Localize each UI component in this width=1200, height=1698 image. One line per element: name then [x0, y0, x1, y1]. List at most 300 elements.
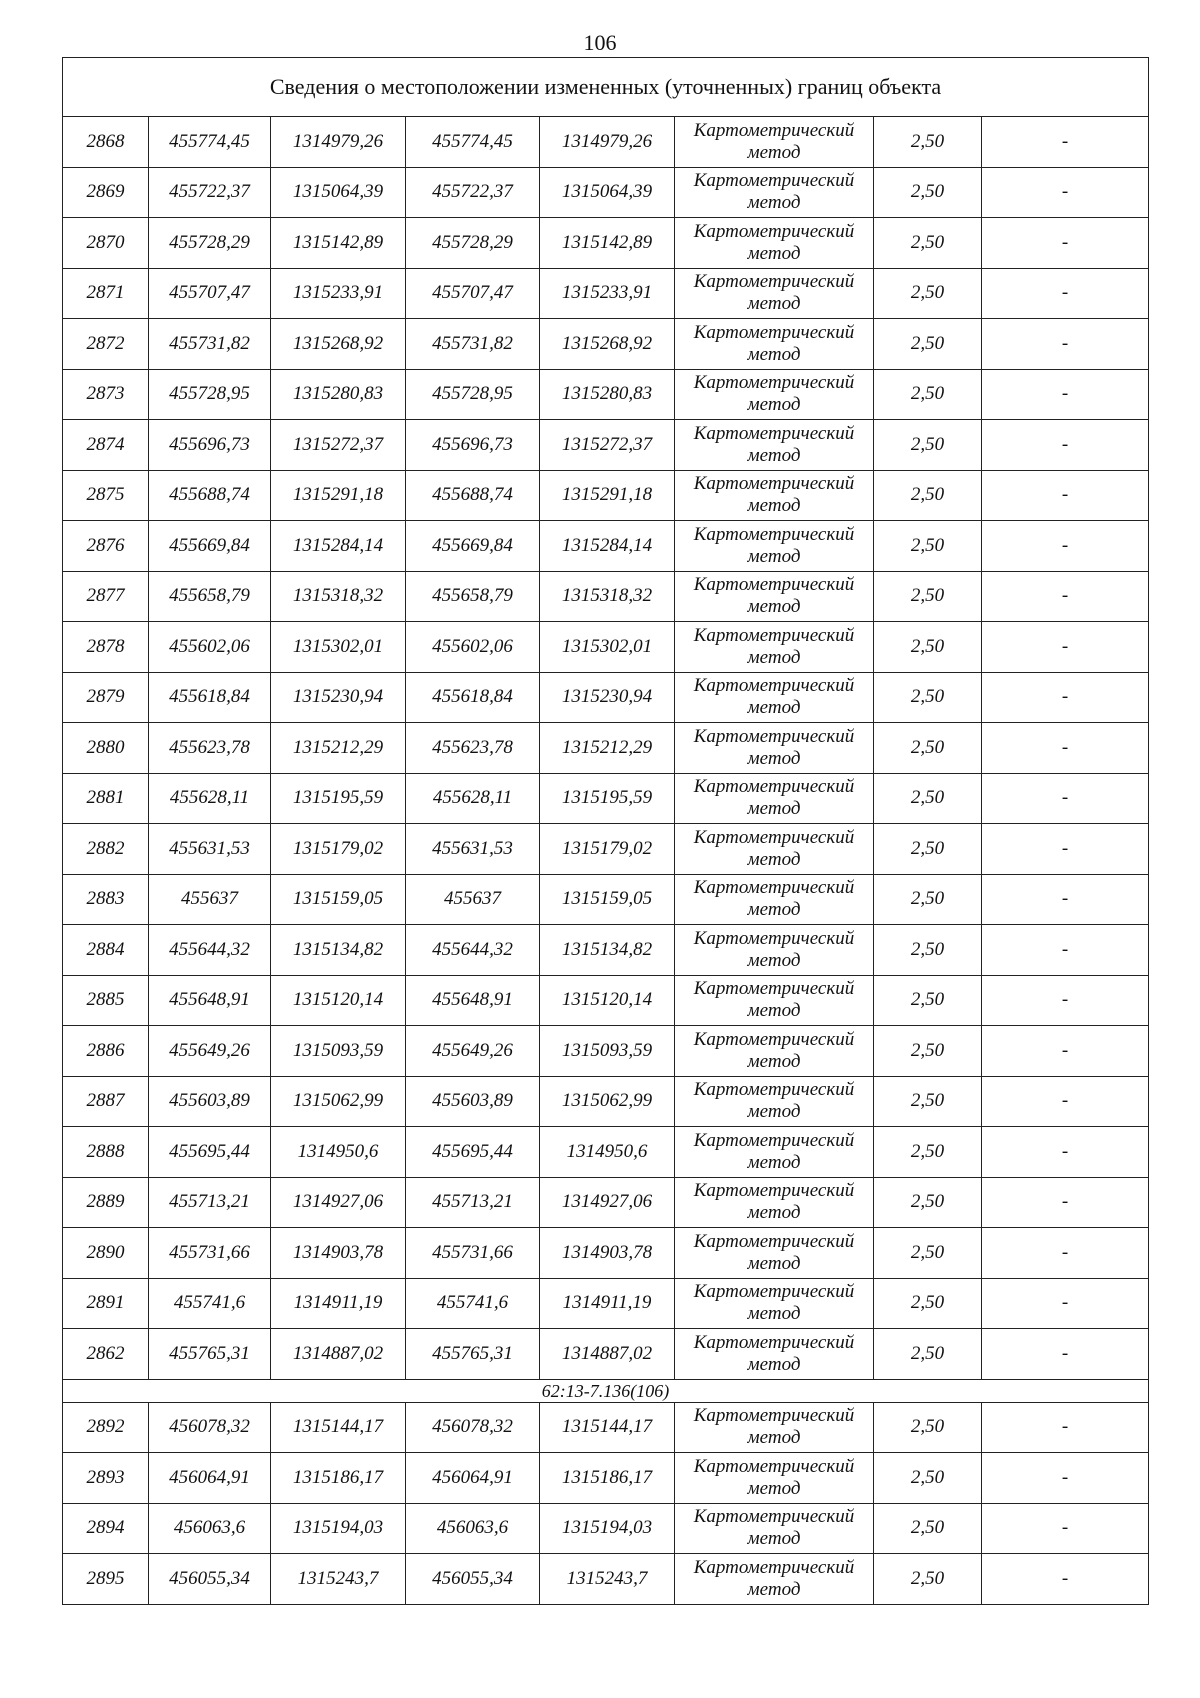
y-existing-cell: 1315280,83: [271, 369, 406, 420]
method-line-2: метод: [747, 1528, 801, 1550]
table-row: [63, 1127, 1149, 1178]
table-body: [63, 58, 1149, 1605]
method-line-1: Картометрический: [693, 675, 855, 697]
point-number-cell: 2874: [63, 420, 149, 471]
description-cell: -: [982, 773, 1149, 824]
table-row: [63, 1026, 1149, 1077]
y-new-cell: 1315064,39: [540, 167, 675, 218]
description-cell: -: [982, 824, 1149, 875]
method-cell: [675, 723, 874, 774]
point-number-cell: 2870: [63, 218, 149, 269]
y-new-cell: 1315291,18: [540, 470, 675, 521]
point-number-cell: 2878: [63, 622, 149, 673]
point-number-cell: 2868: [63, 117, 149, 168]
description-cell: -: [982, 218, 1149, 269]
y-new-cell: 1315272,37: [540, 420, 675, 471]
point-number-cell: 2893: [63, 1453, 149, 1504]
point-number-cell: 2862: [63, 1329, 149, 1380]
description-cell: -: [982, 268, 1149, 319]
method-line-2: метод: [747, 899, 801, 921]
method-line-1: Картометрический: [693, 1506, 855, 1528]
method-cell: [675, 975, 874, 1026]
y-existing-cell: 1315142,89: [271, 218, 406, 269]
method-line-2: метод: [747, 1000, 801, 1022]
x-new-cell: 455774,45: [406, 117, 540, 168]
method-cell: [675, 1453, 874, 1504]
x-new-cell: 455765,31: [406, 1329, 540, 1380]
point-number-cell: 2883: [63, 874, 149, 925]
description-cell: -: [982, 672, 1149, 723]
y-existing-cell: 1314911,19: [271, 1278, 406, 1329]
method-line-1: Картометрический: [693, 220, 855, 242]
method-line-1: Картометрический: [693, 321, 855, 343]
x-new-cell: 456078,32: [406, 1402, 540, 1453]
x-existing-cell: 455741,6: [149, 1278, 271, 1329]
x-new-cell: 455644,32: [406, 925, 540, 976]
x-new-cell: 455696,73: [406, 420, 540, 471]
method-cell: [675, 470, 874, 521]
description-cell: -: [982, 1228, 1149, 1279]
method-line-2: метод: [747, 192, 801, 214]
table-row: [63, 1554, 1149, 1605]
y-new-cell: 1315144,17: [540, 1402, 675, 1453]
method-cell: [675, 117, 874, 168]
table-row: [63, 1228, 1149, 1279]
point-number-cell: 2872: [63, 319, 149, 370]
description-cell: -: [982, 1177, 1149, 1228]
x-new-cell: 455728,95: [406, 369, 540, 420]
point-number-cell: 2871: [63, 268, 149, 319]
x-existing-cell: 455631,53: [149, 824, 271, 875]
x-existing-cell: 456064,91: [149, 1453, 271, 1504]
point-number-cell: 2887: [63, 1076, 149, 1127]
description-cell: -: [982, 874, 1149, 925]
y-new-cell: 1315062,99: [540, 1076, 675, 1127]
precision-cell: 2,50: [874, 1228, 982, 1279]
x-existing-cell: 455602,06: [149, 622, 271, 673]
y-new-cell: 1314903,78: [540, 1228, 675, 1279]
x-existing-cell: 455637: [149, 874, 271, 925]
x-new-cell: 455648,91: [406, 975, 540, 1026]
x-existing-cell: 455623,78: [149, 723, 271, 774]
precision-cell: 2,50: [874, 167, 982, 218]
table-row: [63, 773, 1149, 824]
method-cell: [675, 925, 874, 976]
table-row: [63, 521, 1149, 572]
x-new-cell: 455637: [406, 874, 540, 925]
description-cell: -: [982, 1503, 1149, 1554]
x-new-cell: 455649,26: [406, 1026, 540, 1077]
point-number-cell: 2875: [63, 470, 149, 521]
precision-cell: 2,50: [874, 1278, 982, 1329]
section-label: 62:13-7.136(106): [63, 1379, 1149, 1402]
precision-cell: 2,50: [874, 571, 982, 622]
method-cell: [675, 268, 874, 319]
x-existing-cell: 455649,26: [149, 1026, 271, 1077]
x-existing-cell: 455644,32: [149, 925, 271, 976]
x-new-cell: 455741,6: [406, 1278, 540, 1329]
y-new-cell: 1315120,14: [540, 975, 675, 1026]
x-existing-cell: 455628,11: [149, 773, 271, 824]
point-number-cell: 2890: [63, 1228, 149, 1279]
precision-cell: 2,50: [874, 1026, 982, 1077]
precision-cell: 2,50: [874, 1554, 982, 1605]
point-number-cell: 2881: [63, 773, 149, 824]
precision-cell: 2,50: [874, 369, 982, 420]
point-number-cell: 2876: [63, 521, 149, 572]
method-line-1: Картометрический: [693, 776, 855, 798]
y-existing-cell: 1314903,78: [271, 1228, 406, 1279]
y-existing-cell: 1315062,99: [271, 1076, 406, 1127]
precision-cell: 2,50: [874, 420, 982, 471]
method-cell: [675, 672, 874, 723]
table-row: [63, 622, 1149, 673]
y-existing-cell: 1315194,03: [271, 1503, 406, 1554]
point-number-cell: 2885: [63, 975, 149, 1026]
y-existing-cell: 1315179,02: [271, 824, 406, 875]
method-line-1: Картометрический: [693, 119, 855, 141]
description-cell: -: [982, 975, 1149, 1026]
x-new-cell: 456063,6: [406, 1503, 540, 1554]
description-cell: -: [982, 571, 1149, 622]
y-new-cell: 1315243,7: [540, 1554, 675, 1605]
method-line-2: метод: [747, 798, 801, 820]
method-cell: [675, 218, 874, 269]
x-new-cell: 455688,74: [406, 470, 540, 521]
table-row: [63, 1453, 1149, 1504]
x-new-cell: 455631,53: [406, 824, 540, 875]
method-line-1: Картометрический: [693, 927, 855, 949]
point-number-cell: 2884: [63, 925, 149, 976]
y-existing-cell: 1315144,17: [271, 1402, 406, 1453]
x-existing-cell: 455728,95: [149, 369, 271, 420]
table-row: [63, 1076, 1149, 1127]
table-row: [63, 874, 1149, 925]
x-new-cell: 455722,37: [406, 167, 540, 218]
method-cell: [675, 1177, 874, 1228]
y-new-cell: 1314950,6: [540, 1127, 675, 1178]
precision-cell: 2,50: [874, 521, 982, 572]
x-new-cell: 455728,29: [406, 218, 540, 269]
y-existing-cell: 1315291,18: [271, 470, 406, 521]
y-existing-cell: 1314927,06: [271, 1177, 406, 1228]
point-number-cell: 2892: [63, 1402, 149, 1453]
method-line-1: Картометрический: [693, 978, 855, 1000]
y-new-cell: 1315284,14: [540, 521, 675, 572]
method-line-2: метод: [747, 596, 801, 618]
y-new-cell: 1315302,01: [540, 622, 675, 673]
precision-cell: 2,50: [874, 723, 982, 774]
method-cell: [675, 420, 874, 471]
table-row: [63, 167, 1149, 218]
method-cell: [675, 1127, 874, 1178]
table-row: [63, 117, 1149, 168]
y-existing-cell: 1315233,91: [271, 268, 406, 319]
method-cell: [675, 773, 874, 824]
x-new-cell: 455602,06: [406, 622, 540, 673]
table-title-row: [63, 58, 1149, 117]
description-cell: -: [982, 723, 1149, 774]
y-new-cell: 1314927,06: [540, 1177, 675, 1228]
method-line-1: Картометрический: [693, 877, 855, 899]
method-cell: [675, 369, 874, 420]
y-new-cell: 1314911,19: [540, 1278, 675, 1329]
description-cell: -: [982, 369, 1149, 420]
method-line-1: Картометрический: [693, 1331, 855, 1353]
y-new-cell: 1315268,92: [540, 319, 675, 370]
method-cell: [675, 1554, 874, 1605]
description-cell: -: [982, 1453, 1149, 1504]
method-cell: [675, 571, 874, 622]
y-new-cell: 1315186,17: [540, 1453, 675, 1504]
y-existing-cell: 1315212,29: [271, 723, 406, 774]
method-cell: [675, 874, 874, 925]
method-cell: [675, 1329, 874, 1380]
x-existing-cell: 456078,32: [149, 1402, 271, 1453]
table-row: [63, 1329, 1149, 1380]
x-existing-cell: 455765,31: [149, 1329, 271, 1380]
y-new-cell: 1315230,94: [540, 672, 675, 723]
y-existing-cell: 1315064,39: [271, 167, 406, 218]
y-existing-cell: 1315284,14: [271, 521, 406, 572]
method-line-2: метод: [747, 1050, 801, 1072]
description-cell: -: [982, 521, 1149, 572]
x-existing-cell: 455618,84: [149, 672, 271, 723]
y-new-cell: 1315134,82: [540, 925, 675, 976]
method-line-1: Картометрический: [693, 1556, 855, 1578]
y-existing-cell: 1315186,17: [271, 1453, 406, 1504]
description-cell: -: [982, 1026, 1149, 1077]
x-new-cell: 456064,91: [406, 1453, 540, 1504]
method-line-1: Картометрический: [693, 523, 855, 545]
x-existing-cell: 455688,74: [149, 470, 271, 521]
method-line-1: Картометрический: [693, 1230, 855, 1252]
precision-cell: 2,50: [874, 824, 982, 875]
x-new-cell: 455658,79: [406, 571, 540, 622]
description-cell: -: [982, 925, 1149, 976]
x-existing-cell: 455603,89: [149, 1076, 271, 1127]
table-row: [63, 1402, 1149, 1453]
x-new-cell: 455713,21: [406, 1177, 540, 1228]
precision-cell: 2,50: [874, 218, 982, 269]
table-row: [63, 571, 1149, 622]
x-existing-cell: 455713,21: [149, 1177, 271, 1228]
method-line-2: метод: [747, 1202, 801, 1224]
table-row: [63, 975, 1149, 1026]
method-line-1: Картометрический: [693, 1079, 855, 1101]
y-existing-cell: 1315230,94: [271, 672, 406, 723]
y-existing-cell: 1315093,59: [271, 1026, 406, 1077]
table-row: [63, 824, 1149, 875]
description-cell: -: [982, 622, 1149, 673]
precision-cell: 2,50: [874, 1453, 982, 1504]
method-line-1: Картометрический: [693, 574, 855, 596]
x-existing-cell: 455774,45: [149, 117, 271, 168]
table-row: [63, 723, 1149, 774]
method-cell: [675, 1076, 874, 1127]
precision-cell: 2,50: [874, 470, 982, 521]
method-cell: [675, 1228, 874, 1279]
y-existing-cell: 1315302,01: [271, 622, 406, 673]
point-number-cell: 2879: [63, 672, 149, 723]
point-number-cell: 2888: [63, 1127, 149, 1178]
y-new-cell: 1315280,83: [540, 369, 675, 420]
x-existing-cell: 455728,29: [149, 218, 271, 269]
description-cell: -: [982, 1329, 1149, 1380]
method-line-1: Картометрический: [693, 271, 855, 293]
description-cell: -: [982, 319, 1149, 370]
x-new-cell: 455603,89: [406, 1076, 540, 1127]
method-line-2: метод: [747, 1578, 801, 1600]
x-new-cell: 455623,78: [406, 723, 540, 774]
method-line-1: Картометрический: [693, 1281, 855, 1303]
method-cell: [675, 1503, 874, 1554]
method-line-1: Картометрический: [693, 372, 855, 394]
method-line-1: Картометрический: [693, 1028, 855, 1050]
point-number-cell: 2894: [63, 1503, 149, 1554]
y-existing-cell: 1314887,02: [271, 1329, 406, 1380]
method-line-2: метод: [747, 1477, 801, 1499]
table-row: [63, 672, 1149, 723]
x-existing-cell: 455696,73: [149, 420, 271, 471]
x-existing-cell: 455658,79: [149, 571, 271, 622]
y-new-cell: 1314979,26: [540, 117, 675, 168]
description-cell: -: [982, 1278, 1149, 1329]
y-existing-cell: 1315318,32: [271, 571, 406, 622]
method-cell: [675, 622, 874, 673]
x-existing-cell: 455722,37: [149, 167, 271, 218]
y-existing-cell: 1315195,59: [271, 773, 406, 824]
method-line-2: метод: [747, 545, 801, 567]
method-line-2: метод: [747, 1427, 801, 1449]
precision-cell: 2,50: [874, 874, 982, 925]
method-line-2: метод: [747, 1252, 801, 1274]
x-existing-cell: 456063,6: [149, 1503, 271, 1554]
coordinates-table: [62, 57, 1149, 1605]
x-existing-cell: 455648,91: [149, 975, 271, 1026]
method-cell: [675, 1026, 874, 1077]
precision-cell: 2,50: [874, 1076, 982, 1127]
method-line-1: Картометрический: [693, 725, 855, 747]
method-cell: [675, 521, 874, 572]
point-number-cell: 2869: [63, 167, 149, 218]
point-number-cell: 2886: [63, 1026, 149, 1077]
y-new-cell: 1315093,59: [540, 1026, 675, 1077]
y-new-cell: 1314887,02: [540, 1329, 675, 1380]
x-new-cell: 455695,44: [406, 1127, 540, 1178]
method-line-1: Картометрический: [693, 473, 855, 495]
point-number-cell: 2877: [63, 571, 149, 622]
table-row: [63, 218, 1149, 269]
y-existing-cell: 1315134,82: [271, 925, 406, 976]
method-line-2: метод: [747, 495, 801, 517]
table-row: [63, 268, 1149, 319]
table-row: [63, 1177, 1149, 1228]
point-number-cell: 2895: [63, 1554, 149, 1605]
table-row: [63, 1278, 1149, 1329]
precision-cell: 2,50: [874, 672, 982, 723]
precision-cell: 2,50: [874, 925, 982, 976]
precision-cell: 2,50: [874, 1127, 982, 1178]
point-number-cell: 2891: [63, 1278, 149, 1329]
method-line-2: метод: [747, 343, 801, 365]
method-line-2: метод: [747, 949, 801, 971]
x-new-cell: 455731,66: [406, 1228, 540, 1279]
method-line-2: метод: [747, 1353, 801, 1375]
y-existing-cell: 1315243,7: [271, 1554, 406, 1605]
method-line-1: Картометрический: [693, 1129, 855, 1151]
x-existing-cell: 455669,84: [149, 521, 271, 572]
precision-cell: 2,50: [874, 773, 982, 824]
description-cell: -: [982, 1127, 1149, 1178]
y-new-cell: 1315179,02: [540, 824, 675, 875]
description-cell: -: [982, 1402, 1149, 1453]
method-line-2: метод: [747, 444, 801, 466]
method-cell: [675, 824, 874, 875]
description-cell: -: [982, 420, 1149, 471]
point-number-cell: 2873: [63, 369, 149, 420]
x-new-cell: 455618,84: [406, 672, 540, 723]
method-cell: [675, 1278, 874, 1329]
precision-cell: 2,50: [874, 975, 982, 1026]
y-existing-cell: 1315272,37: [271, 420, 406, 471]
precision-cell: 2,50: [874, 622, 982, 673]
x-new-cell: 455731,82: [406, 319, 540, 370]
table-row: [63, 925, 1149, 976]
x-new-cell: 455707,47: [406, 268, 540, 319]
section-row: [63, 1379, 1149, 1402]
method-cell: [675, 1402, 874, 1453]
description-cell: -: [982, 1076, 1149, 1127]
table-row: [63, 470, 1149, 521]
y-existing-cell: 1315159,05: [271, 874, 406, 925]
y-existing-cell: 1314979,26: [271, 117, 406, 168]
y-new-cell: 1315212,29: [540, 723, 675, 774]
method-line-1: Картометрический: [693, 422, 855, 444]
precision-cell: 2,50: [874, 117, 982, 168]
point-number-cell: 2889: [63, 1177, 149, 1228]
method-cell: [675, 319, 874, 370]
table-row: [63, 319, 1149, 370]
description-cell: -: [982, 167, 1149, 218]
method-line-1: Картометрический: [693, 624, 855, 646]
method-line-2: метод: [747, 747, 801, 769]
y-existing-cell: 1314950,6: [271, 1127, 406, 1178]
method-cell: [675, 167, 874, 218]
method-line-2: метод: [747, 1303, 801, 1325]
method-line-2: метод: [747, 1101, 801, 1123]
y-new-cell: 1315195,59: [540, 773, 675, 824]
method-line-2: метод: [747, 646, 801, 668]
precision-cell: 2,50: [874, 319, 982, 370]
x-new-cell: 455628,11: [406, 773, 540, 824]
y-existing-cell: 1315120,14: [271, 975, 406, 1026]
method-line-1: Картометрический: [693, 170, 855, 192]
method-line-2: метод: [747, 394, 801, 416]
method-line-2: метод: [747, 848, 801, 870]
point-number-cell: 2882: [63, 824, 149, 875]
x-existing-cell: 455695,44: [149, 1127, 271, 1178]
x-existing-cell: 456055,34: [149, 1554, 271, 1605]
method-line-1: Картометрический: [693, 1455, 855, 1477]
table-row: [63, 1503, 1149, 1554]
y-new-cell: 1315194,03: [540, 1503, 675, 1554]
precision-cell: 2,50: [874, 268, 982, 319]
y-new-cell: 1315142,89: [540, 218, 675, 269]
method-line-2: метод: [747, 697, 801, 719]
x-new-cell: 456055,34: [406, 1554, 540, 1605]
method-line-1: Картометрический: [693, 1180, 855, 1202]
